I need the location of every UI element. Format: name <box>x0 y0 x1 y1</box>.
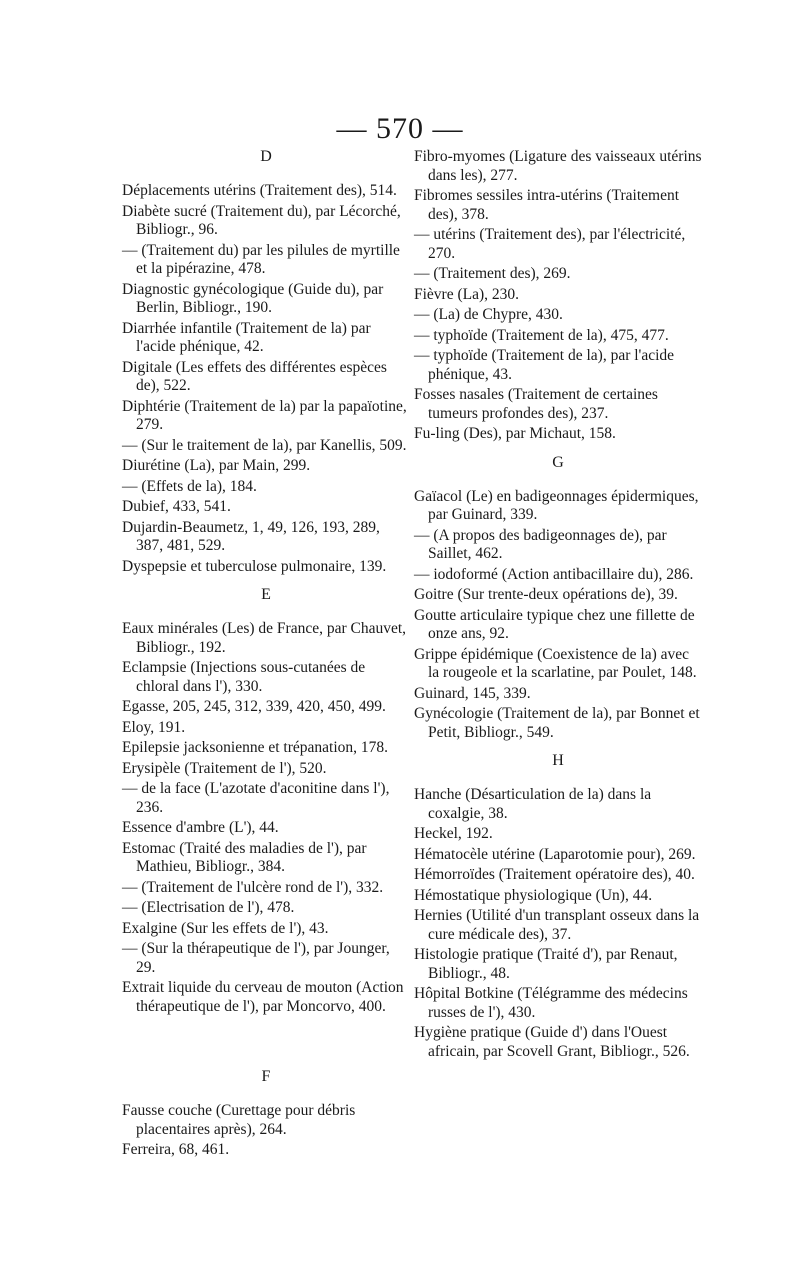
index-entry: — (La) de Chypre, 430. <box>414 306 563 323</box>
index-entry: Dubief, 433, 541. <box>122 498 231 515</box>
index-entry: — utérins (Traitement des), par l'électricité, 270. <box>414 226 686 262</box>
index-entry: Heckel, 192. <box>414 825 493 842</box>
index-entry: Gaïacol (Le) en badigeonnages épidermiques, par Guinard, 339. <box>414 487 699 523</box>
index-entry: Ferreira, 68, 461. <box>122 1141 230 1158</box>
index-entry: — (Traitement des), 269. <box>414 265 571 282</box>
index-entry: — (Electrisation de l'), 478. <box>122 899 295 916</box>
section-letter-f: F <box>261 1068 271 1085</box>
index-entry: — typhoïde (Traitement de la), par l'acide phénique, 43. <box>414 347 675 383</box>
section-letter-h: H <box>552 752 564 769</box>
index-entry: Eaux minérales (Les) de France, par Chauvet, Bibliogr., 192. <box>122 620 407 656</box>
section-letter-e: E <box>261 586 271 603</box>
page-number: — 570 — <box>336 112 464 145</box>
index-entry: Essence d'ambre (L'), 44. <box>122 819 279 836</box>
index-entry: Diarrhée infantile (Traitement de la) par l'acide phénique, 42. <box>122 319 371 355</box>
index-entry: Diabète sucré (Traitement du), par Lécorché, Bibliogr., 96. <box>122 202 401 238</box>
index-entry: Déplacements utérins (Traitement des), 514. <box>122 182 397 199</box>
index-entry: Histologie pratique (Traité d'), par Renaut, Bibliogr., 48. <box>414 946 678 982</box>
index-entry: Fibro-myomes (Ligature des vaisseaux utérins dans les), 277. <box>414 148 702 184</box>
section-letter-g: G <box>552 453 564 471</box>
index-entry: — iodoformé (Action antibacillaire du), 286. <box>414 565 694 583</box>
index-entry: Hémostatique physiologique (Un), 44. <box>414 886 653 904</box>
index-entry: Eclampsie (Injections sous-cutanées de chloral dans l'), 330. <box>122 659 366 695</box>
index-entry: Epilepsie jacksonienne et trépanation, 178. <box>122 739 388 756</box>
index-entry: — (Traitement de l'ulcère rond de l'), 332. <box>122 878 384 896</box>
index-entry: Hanche (Désarticulation de la) dans la coxalgie, 38. <box>414 786 652 822</box>
index-entry: Guinard, 145, 339. <box>414 684 531 702</box>
index-entry: Hôpital Botkine (Télégramme des médecins russes de l'), 430. <box>414 985 688 1021</box>
index-entry: Fausse couche (Curettage pour débris placentaires après), 264. <box>122 1102 356 1138</box>
index-entry: Goutte articulaire typique chez une fillette de onze ans, 92. <box>414 606 695 642</box>
index-entry: Diurétine (La), par Main, 299. <box>122 457 311 474</box>
index-entry: Fibromes sessiles intra-utérins (Traitement des), 378. <box>414 187 680 223</box>
index-entry: — (A propos des badigeonnages de), par Saillet, 462. <box>414 526 667 562</box>
index-entry: Gynécologie (Traitement de la), par Bonnet et Petit, Bibliogr., 549. <box>414 705 700 741</box>
index-column-right <box>414 148 702 1063</box>
index-entry: — (Traitement du) par les pilules de myrtille et la pipérazine, 478. <box>122 241 400 277</box>
section-letter-d: D <box>260 148 272 165</box>
index-entry: — (Effets de la), 184. <box>122 477 257 495</box>
index-entry: Diagnostic gynécologique (Guide du), par Berlin, Bibliogr., 190. <box>122 280 384 316</box>
index-entry: Extrait liquide du cerveau de mouton (Action thérapeutique de l'), par Moncorvo, 400. <box>122 979 404 1015</box>
index-entry: — typhoïde (Traitement de la), 475, 477. <box>414 326 669 344</box>
index-entry: Dujardin-Beaumetz, 1, 49, 126, 193, 289, 387, 481, 529. <box>122 518 380 554</box>
index-entry: — de la face (L'azotate d'aconitine dans l'), 236. <box>122 780 390 816</box>
index-entry: Egasse, 205, 245, 312, 339, 420, 450, 499. <box>122 698 386 715</box>
index-entry: Erysipèle (Traitement de l'), 520. <box>122 759 327 777</box>
index-entry: Fièvre (La), 230. <box>414 285 520 303</box>
index-entry: Hygiène pratique (Guide d') dans l'Ouest africain, par Scovell Grant, Bibliogr., 526. <box>414 1024 690 1060</box>
index-entry: Hernies (Utilité d'un transplant osseux dans la cure médicale des), 37. <box>414 907 700 943</box>
index-entry: Exalgine (Sur les effets de l'), 43. <box>122 919 329 937</box>
index-entry: Digitale (Les effets des différentes espèces de), 522. <box>122 358 387 394</box>
index-entry: Eloy, 191. <box>122 718 186 736</box>
index-entry: Fu-ling (Des), par Michaut, 158. <box>414 425 616 442</box>
index-column-left <box>122 148 410 1162</box>
index-entry: — (Sur le traitement de la), par Kanellis, 509. <box>122 436 407 454</box>
index-entry: Dyspepsie et tuberculose pulmonaire, 139. <box>122 557 387 575</box>
index-entry: Goitre (Sur trente-deux opérations de), 39. <box>414 586 678 603</box>
index-entry: Fosses nasales (Traitement de certaines tumeurs profondes des), 237. <box>414 386 658 422</box>
index-entry: Grippe épidémique (Coexistence de la) avec la rougeole et la scarlatine, par Poulet, 148. <box>414 645 697 681</box>
index-entry: Estomac (Traité des maladies de l'), par Mathieu, Bibliogr., 384. <box>122 839 367 875</box>
index-entry: Hémorroïdes (Traitement opératoire des), 40. <box>414 866 695 883</box>
index-entry: Hématocèle utérine (Laparotomie pour), 269. <box>414 845 696 863</box>
index-entry: — (Sur la thérapeutique de l'), par Jounger, 29. <box>122 940 390 976</box>
index-entry: Diphtérie (Traitement de la) par la papaïotine, 279. <box>122 397 407 433</box>
